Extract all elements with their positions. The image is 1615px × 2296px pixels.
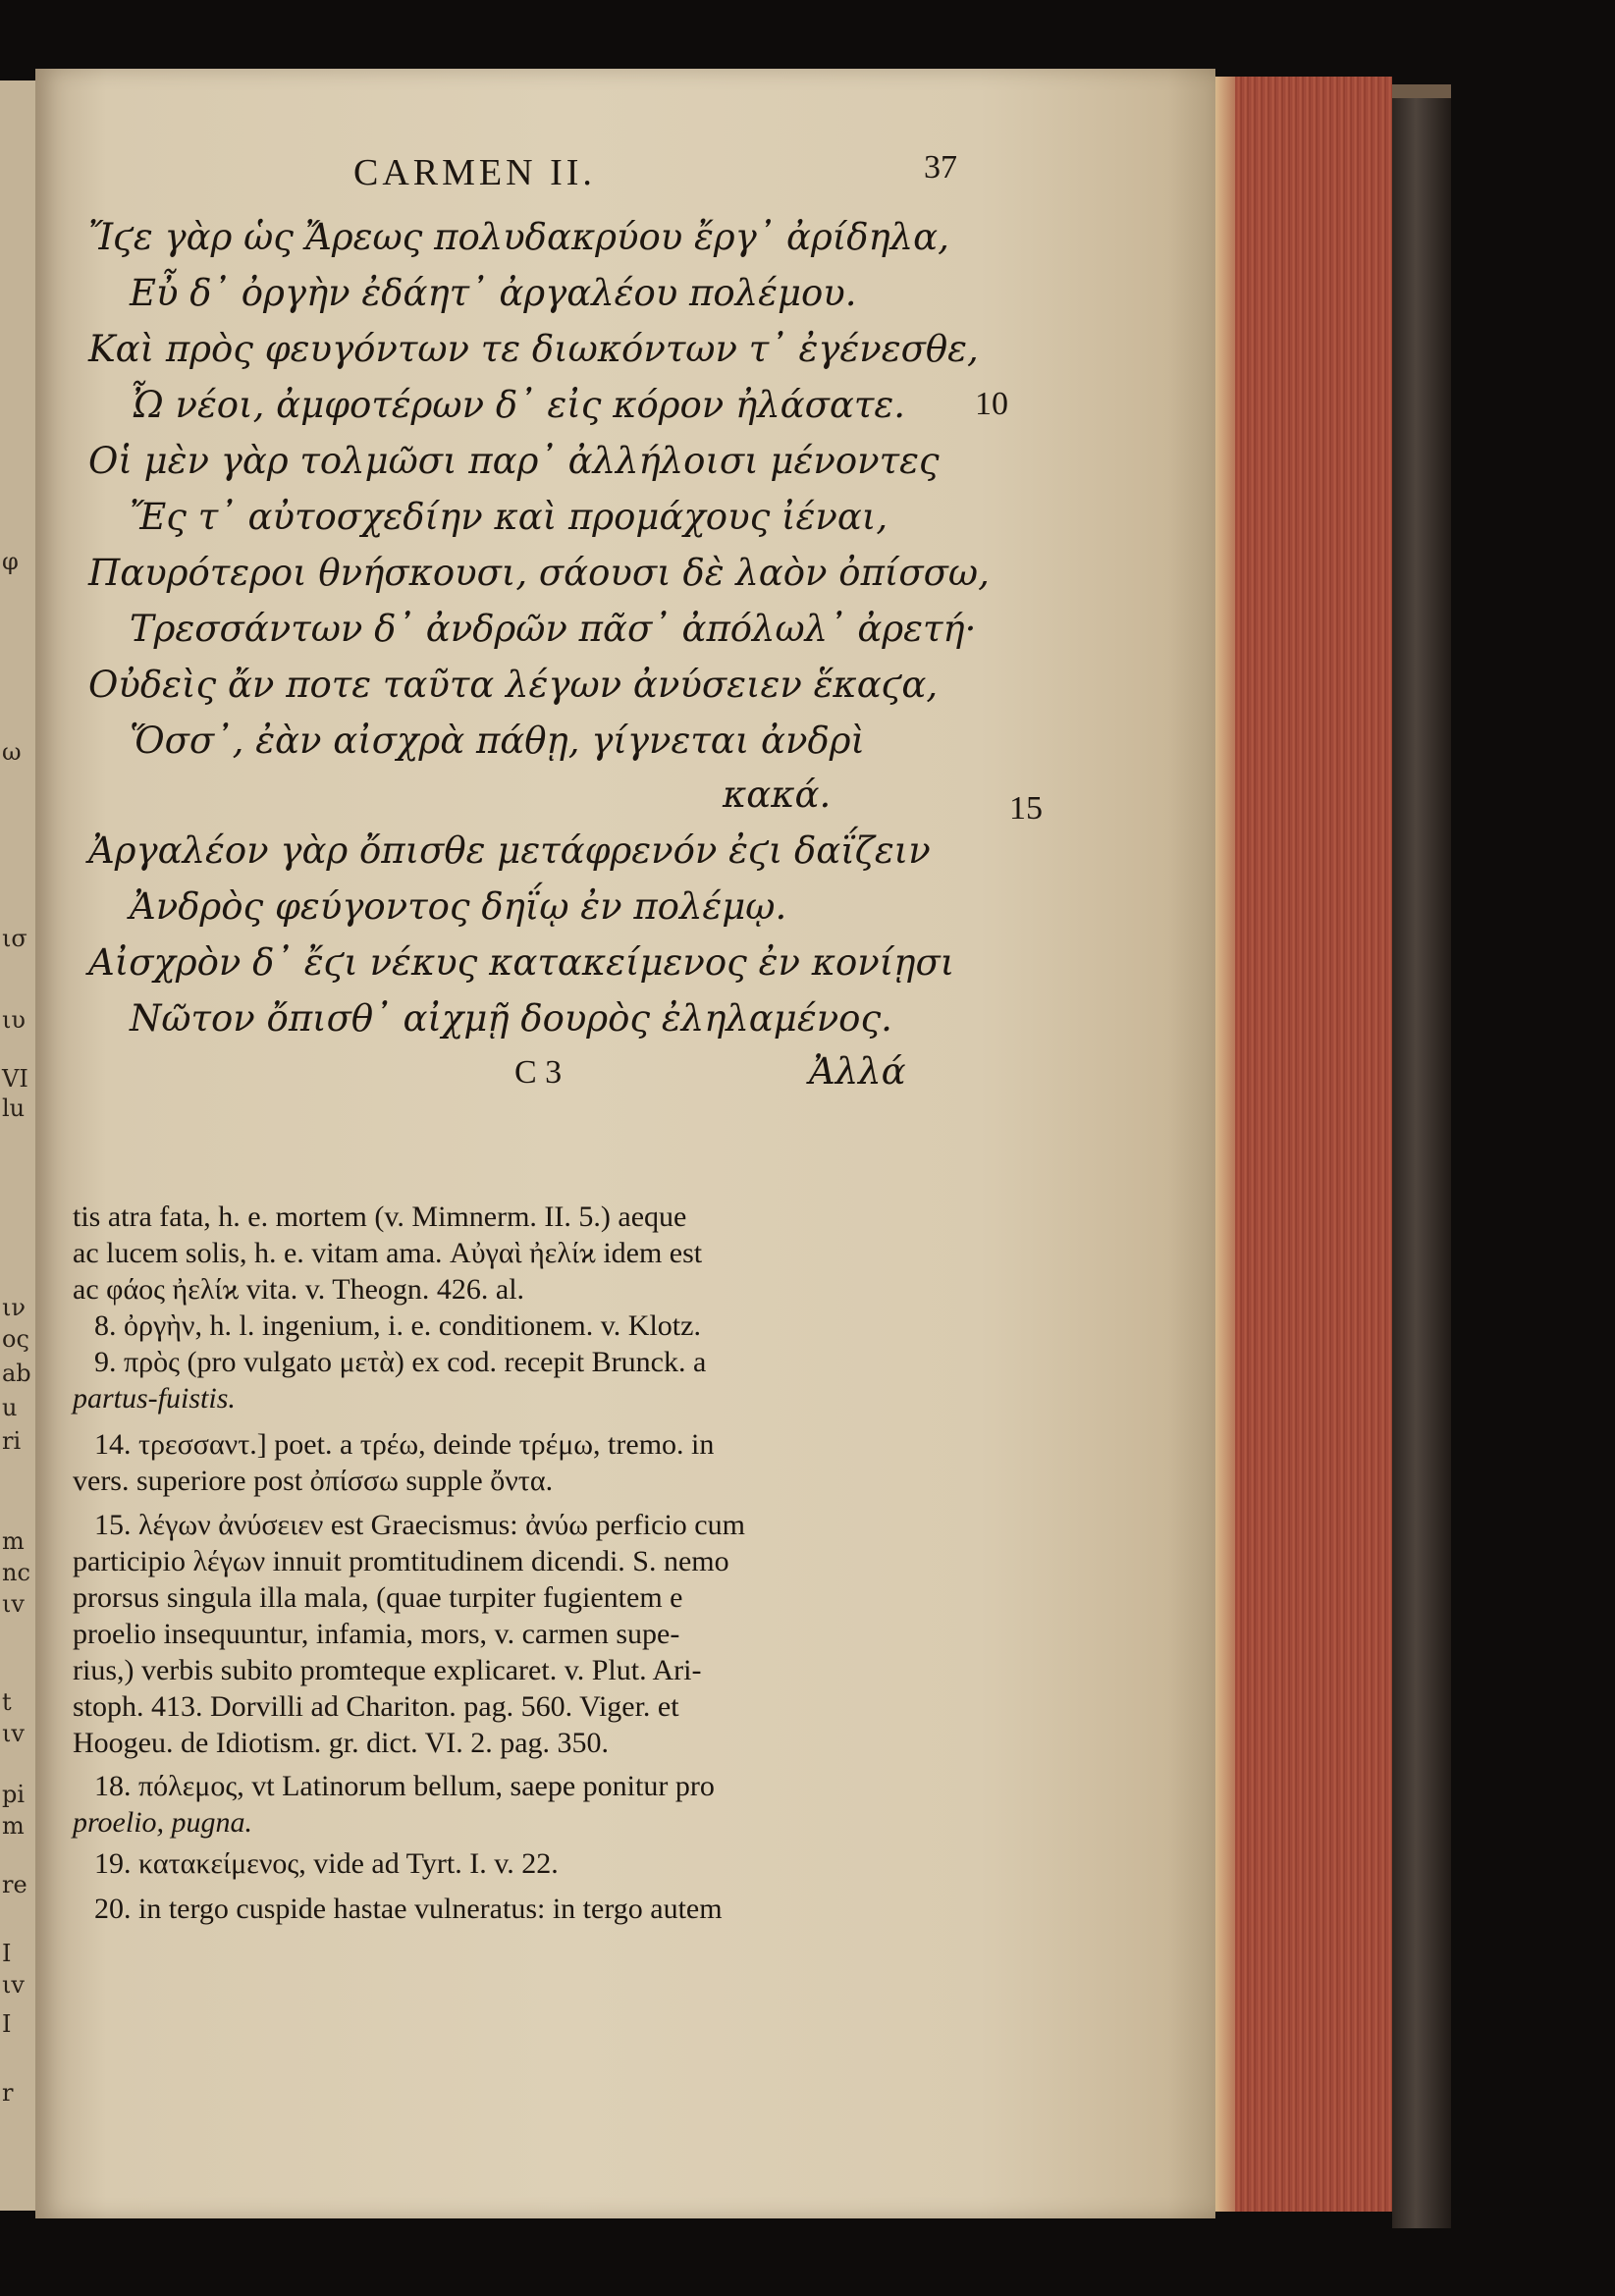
note-line: ac φάος ἠελίϰ vita. v. Theogn. 426. al.	[73, 1273, 525, 1306]
facing-text: m	[2, 1812, 25, 1840]
note-line: vers. superiore post ὀπίσσω supple ὄντα.	[73, 1465, 554, 1497]
facing-text: ιv	[2, 1590, 25, 1618]
facing-page-fragment	[0, 80, 35, 2211]
facing-text: r	[2, 2079, 14, 2107]
facing-text: re	[2, 1871, 27, 1898]
facing-text: ιυ	[2, 1006, 26, 1034]
note-line: partus-fuistis.	[73, 1382, 236, 1415]
note-line: Hoogeu. de Idiotism. gr. dict. VI. 2. pag. 350.	[73, 1727, 610, 1759]
facing-text: I	[2, 2010, 12, 2038]
verse-line: Τρεσσάντων δ᾽ ἀνδρῶν πᾶσ᾽ ἀπόλωλ᾽ ἀρετή·	[130, 608, 977, 650]
facing-text: φ	[2, 548, 19, 575]
note-line: ac lucem solis, h. e. vitam ama. Αὐγαὶ ἠελίϰ idem est	[73, 1237, 703, 1269]
verse-line: Ἀργαλέον γὰρ ὄπισθε μετάφρενόν ἐϛι δαΐζειν	[88, 829, 931, 872]
catchword: Ἀλλά	[809, 1050, 906, 1093]
note-line: tis atra fata, h. e. mortem (v. Mimnerm. II. 5.) aeque	[73, 1201, 687, 1233]
facing-text: ω	[2, 738, 22, 766]
facing-text: ιv	[2, 1720, 25, 1747]
verse-line: Ἔς τ᾽ αὐτοσχεδίην καὶ προμάχους ἰέναι,	[130, 496, 888, 538]
note-line: rius,) verbis subito promteque explicaret. v. Plut. Ari-	[73, 1654, 702, 1686]
note-line: 9. πρὸς (pro vulgato μετὰ) ex cod. recepit Brunck. a	[94, 1346, 707, 1378]
verse-line: Ἴϛε γὰρ ὡς Ἄρεως πολυδακρύου ἔργ᾽ ἀρίδηλα,	[88, 216, 949, 258]
verse-line: Οἱ μὲν γὰρ τολμῶσι παρ᾽ ἀλλήλοισι μένοντες	[88, 440, 940, 482]
facing-text: VI	[2, 1065, 28, 1093]
book-cover	[1392, 98, 1451, 2228]
verse-line: Οὐδεὶς ἄν ποτε ταῦτα λέγων ἀνύσειεν ἕκαϛα,	[88, 664, 939, 706]
line-number: 15	[1009, 790, 1043, 827]
verse-line: Ὦ νέοι, ἀμφοτέρων δ᾽ εἰς κόρον ἠλάσατε.	[130, 384, 905, 426]
verse-line: Ἀνδρὸς φεύγοντος δηΐῳ ἐν πολέμῳ.	[130, 885, 787, 928]
note-line: 20. in tergo cuspide hastae vulneratus: in tergo autem	[94, 1893, 723, 1925]
note-line: 18. πόλεμος, vt Latinorum bellum, saepe ponitur pro	[94, 1770, 715, 1802]
verse-line: Ὅσσ᾽, ἐὰν αἰσχρὰ πάθῃ, γίγνεται ἀνδρὶ	[130, 720, 866, 762]
facing-text: ισ	[2, 925, 27, 952]
verse-line: Καὶ πρὸς φευγόντων τε διωκόντων τ᾽ ἐγένεσθε,	[88, 328, 979, 370]
facing-text: ri	[2, 1427, 22, 1455]
note-line: 14. τρεσσαντ.] poet. a τρέω, deinde τρέμω, tremo. in	[94, 1428, 715, 1461]
book-page	[35, 69, 1215, 2218]
note-line: prorsus singula illa mala, (quae turpiter fugientem e	[73, 1581, 683, 1614]
running-head: CARMEN II.	[353, 152, 596, 193]
signature-mark: C 3	[514, 1054, 563, 1091]
facing-text: t	[2, 1688, 12, 1716]
facing-text: I	[2, 1940, 12, 1967]
page-block-edges	[1215, 77, 1392, 2212]
facing-text: m	[2, 1527, 25, 1555]
note-line: 19. κατακείμενος, vide ad Tyrt. I. v. 22.	[94, 1847, 559, 1880]
facing-text: lu	[2, 1095, 26, 1122]
note-line: 8. ὀργὴν, h. l. ingenium, i. e. conditionem. v. Klotz.	[94, 1309, 701, 1342]
note-line: participio λέγων innuit promtitudinem dicendi. S. nemo	[73, 1545, 729, 1577]
note-line: proelio, pugna.	[73, 1806, 253, 1839]
verse-line: κακά.	[723, 774, 832, 816]
facing-text: pi	[2, 1781, 26, 1808]
line-number: 10	[975, 386, 1008, 422]
verse-line: Νῶτον ὄπισθ᾽ αἰχμῇ δουρὸς ἐληλαμένος.	[130, 997, 892, 1040]
verse-line: Παυρότεροι θνήσκουσι, σάουσι δὲ λαὸν ὀπίσσω,	[88, 552, 990, 594]
facing-text: ιv	[2, 1971, 25, 1999]
facing-text: nc	[2, 1559, 30, 1586]
verse-line: Αἰσχρὸν δ᾽ ἔϛι νέκυς κατακείμενος ἐν κονίῃσι	[88, 941, 955, 984]
binding-top	[1392, 84, 1451, 98]
verse-line: Εὖ δ᾽ ὀργὴν ἐδάητ᾽ ἀργαλέου πολέμου.	[130, 272, 857, 314]
facing-text: u	[2, 1394, 18, 1421]
note-line: 15. λέγων ἀνύσειεν est Graecismus: ἀνύω perficio cum	[94, 1509, 745, 1541]
facing-text: ab	[2, 1360, 31, 1387]
facing-text: ιν	[2, 1294, 26, 1321]
note-line: proelio insequuntur, infamia, mors, v. carmen supe-	[73, 1618, 680, 1650]
facing-text: ος	[2, 1325, 29, 1353]
note-line: stoph. 413. Dorvilli ad Chariton. pag. 560. Viger. et	[73, 1690, 679, 1723]
page-number: 37	[924, 149, 957, 186]
